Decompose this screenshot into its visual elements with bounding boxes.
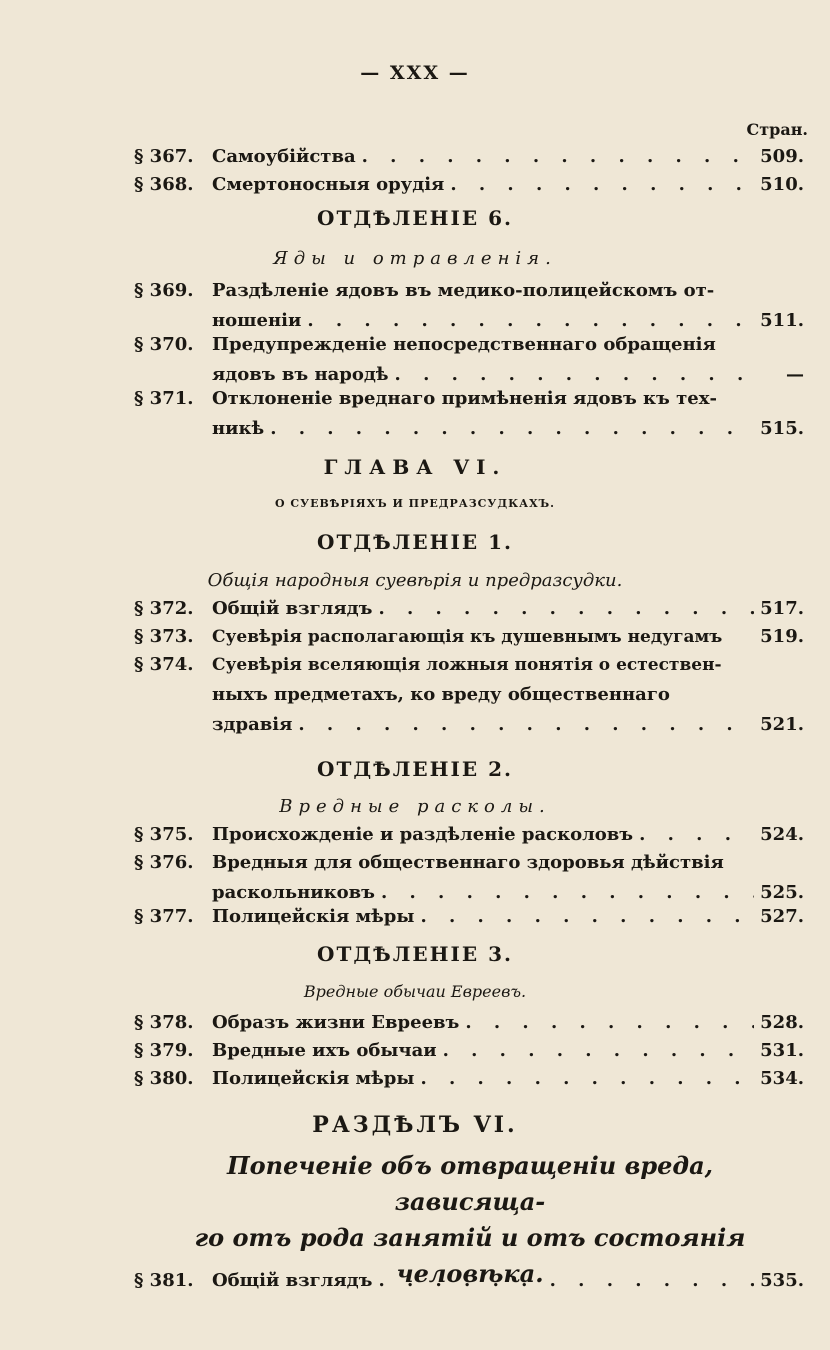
page-number: — (786, 364, 804, 385)
leader-dots (633, 820, 754, 850)
page-number: 535. (760, 1270, 804, 1291)
entry-title: Происхожденіе и раздѣленіе расколовъ (212, 824, 634, 845)
entry-title-cont: ядовъ въ народѣ (212, 364, 389, 385)
section-number: § 368. (134, 174, 194, 195)
leader-dots (414, 902, 754, 932)
entry-title-cont: ношеніи (212, 310, 302, 331)
leader-dots (414, 1064, 754, 1094)
section-number: § 373. (134, 626, 194, 647)
section-number: § 370. (134, 334, 194, 355)
page-number: 525. (760, 882, 804, 903)
section-number: § 381. (134, 1270, 194, 1291)
section-number: § 367. (134, 146, 194, 167)
entry-title-cont: раскольниковъ (212, 882, 375, 903)
entry-title: Вредные ихъ обычаи (212, 1040, 437, 1061)
section-subtitle-6: Яды и отравленія. (273, 248, 557, 269)
entry-title: Общій взглядъ (212, 598, 373, 619)
section-number: § 375. (134, 824, 194, 845)
page-number: 527. (760, 906, 804, 927)
section-heading-2: ОТДѢЛЕНІЕ 2. (317, 757, 513, 781)
page-number: 534. (760, 1068, 804, 1089)
section-number: § 378. (134, 1012, 194, 1033)
entry-title: Самоубійства (212, 146, 356, 167)
entry-title-cont: здравія (212, 714, 293, 735)
entry-title: Смертоносныя орудія (212, 174, 445, 195)
toc-entry-378 (134, 1008, 804, 1038)
toc-entry-372 (134, 594, 804, 624)
toc-entry-376 (134, 848, 804, 908)
toc-entry-367 (134, 142, 804, 172)
entry-title: Раздѣленіе ядовъ въ медико-полицейскомъ от- (212, 280, 715, 301)
toc-entry-377 (134, 902, 804, 932)
part-subtitle-line: Попеченіе объ отвращеніи вреда, зависяща- (226, 1151, 714, 1216)
entry-title: Образъ жизни Евреевъ (212, 1012, 460, 1033)
toc-entry-370 (134, 330, 804, 390)
section-heading-1: ОТДѢЛЕНІЕ 1. (317, 530, 513, 554)
page-column-label: Стран. (746, 120, 808, 139)
section-number: § 377. (134, 906, 194, 927)
section-number: § 376. (134, 852, 194, 873)
section-number: § 380. (134, 1068, 194, 1089)
entry-title: Суевѣрія располагающія къ душевнымъ недугамъ (212, 627, 723, 647)
page-number: 519. (760, 626, 804, 647)
entry-title: Отклоненіе вреднаго примѣненія ядовъ къ тех- (212, 388, 717, 409)
page-number: 510. (760, 174, 804, 195)
toc-entry-369 (134, 276, 804, 336)
page-number: 517. (760, 598, 804, 619)
section-number: § 372. (134, 598, 194, 619)
running-head: — XXX — (360, 62, 470, 84)
section-number: § 379. (134, 1040, 194, 1061)
toc-entry-380 (134, 1064, 804, 1094)
leader-dots (264, 414, 754, 444)
entry-title-cont: никѣ (212, 418, 265, 439)
leader-dots (437, 1036, 754, 1066)
section-number: § 374. (134, 654, 194, 675)
section-subtitle-2: Вредные расколы. (279, 796, 551, 817)
part-subtitle-line: го отъ рода занятій и отъ состоянія (194, 1223, 746, 1252)
section-heading-6: ОТДѢЛЕНІЕ 6. (317, 206, 513, 230)
section-heading-3: ОТДѢЛЕНІЕ 3. (317, 942, 513, 966)
page-number: 511. (760, 310, 804, 331)
page-number: 521. (760, 714, 804, 735)
entry-title-cont: ныхъ предметахъ, ко вреду общественнаго (212, 684, 670, 705)
leader-dots (356, 142, 754, 172)
leader-dots (372, 594, 754, 624)
entry-title: Полицейскія мѣры (212, 906, 415, 927)
leader-dots (292, 710, 754, 740)
page-number: 528. (760, 1012, 804, 1033)
section-subtitle-3: Вредные обычаи Евреевъ. (303, 982, 527, 1001)
entry-title: Суевѣрія вселяющія ложныя понятія о естествен- (212, 655, 722, 675)
leader-dots (459, 1008, 754, 1038)
part-heading-6: РАЗДѢЛЪ VI. (312, 1112, 518, 1138)
entry-title: Предупрежденіе непосредственнаго обращенія (212, 334, 716, 355)
page-number: 509. (760, 146, 804, 167)
chapter-subtitle-6: О СУЕВѢРІЯХЪ И ПРЕДРАЗСУДКАХЪ. (275, 497, 555, 510)
section-number: § 369. (134, 280, 194, 301)
entry-title: Общій взглядъ (212, 1270, 373, 1291)
toc-entry-368 (134, 170, 804, 200)
page-number: 515. (760, 418, 804, 439)
part-subtitle-line: человѣка. (396, 1259, 544, 1288)
leader-dots (372, 1266, 754, 1296)
toc-entry-374 (134, 650, 804, 740)
chapter-heading-6: ГЛАВА VI. (323, 455, 507, 479)
page-number: 524. (760, 824, 804, 845)
section-subtitle-1: Общія народныя суевѣрія и предразсудки. (207, 570, 623, 591)
toc-entry-375 (134, 820, 804, 850)
section-number: § 371. (134, 388, 194, 409)
toc-entry-371 (134, 384, 804, 444)
toc-entry-373 (134, 622, 804, 652)
entry-title: Полицейскія мѣры (212, 1068, 415, 1089)
toc-entry-379 (134, 1036, 804, 1066)
page-number: 531. (760, 1040, 804, 1061)
entry-title: Вредныя для общественнаго здоровья дѣйствія (212, 852, 724, 873)
toc-entry-381 (134, 1266, 804, 1296)
leader-dots (444, 170, 754, 200)
